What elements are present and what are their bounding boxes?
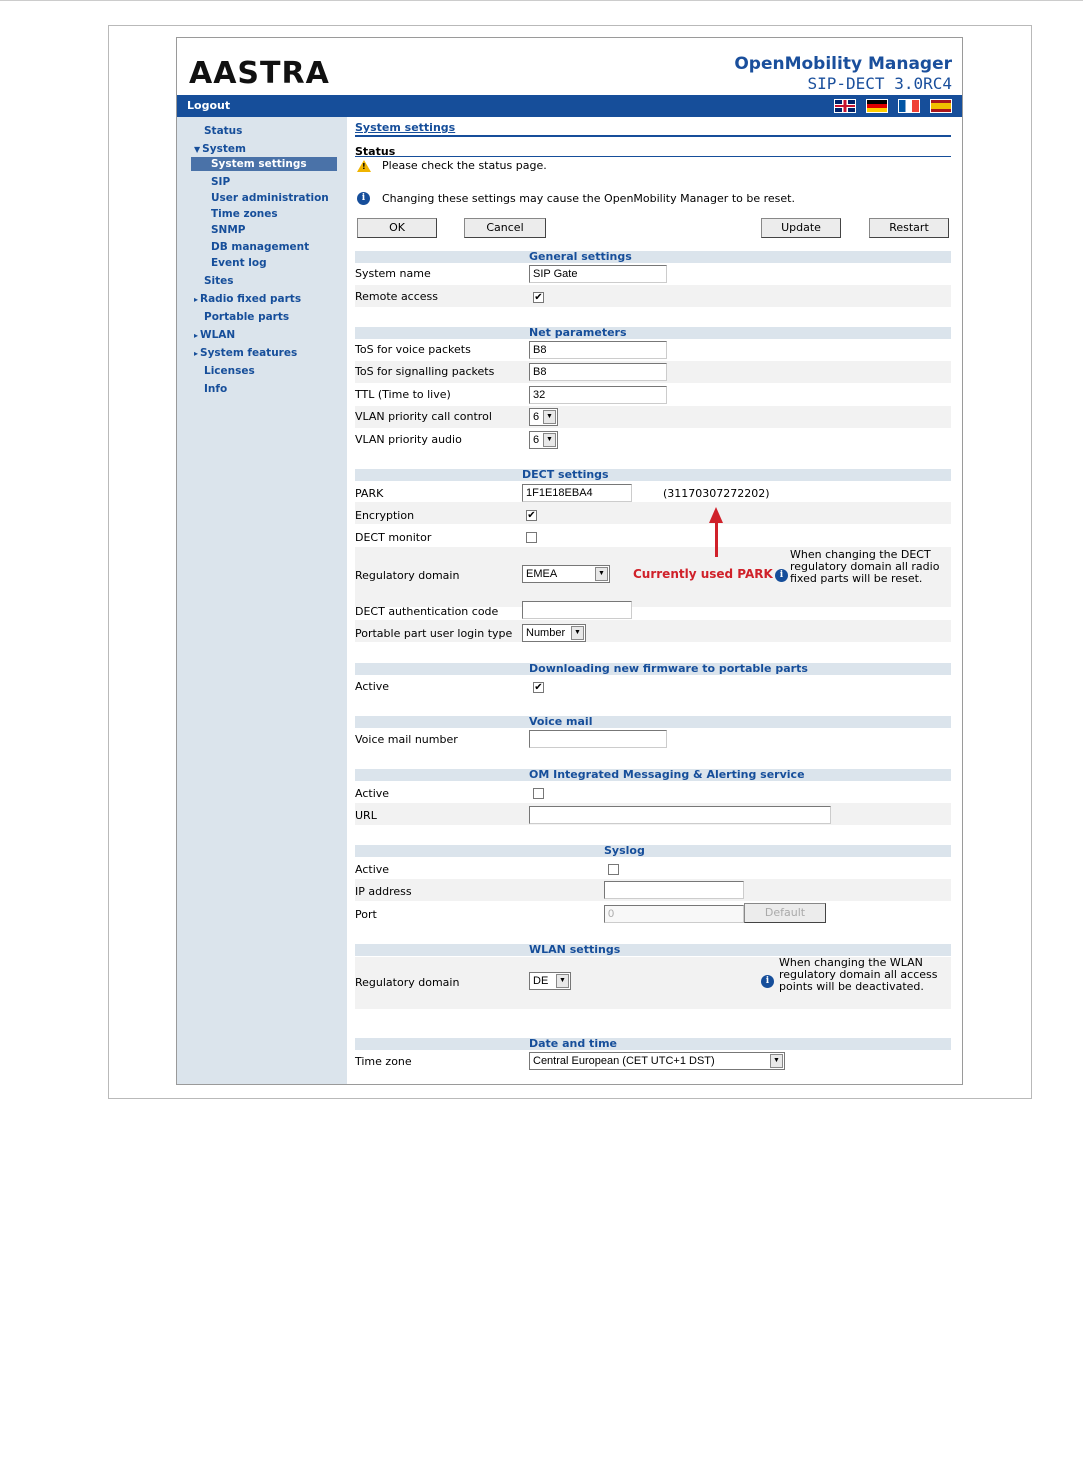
section-syslog — [355, 845, 951, 857]
firmware-active-checkbox[interactable]: ✔ — [534, 682, 543, 693]
sidebar-item-system[interactable] — [194, 143, 246, 155]
section-messaging-alerting — [355, 769, 951, 781]
chevron-down-icon: ▼ — [571, 626, 584, 640]
section-title: Voice mail — [529, 715, 593, 728]
section-title: Syslog — [604, 844, 645, 857]
syslog-port-label: Port — [355, 908, 377, 921]
chevron-down-icon: ▼ — [543, 433, 556, 447]
wlan-regulatory-select[interactable] — [529, 972, 571, 990]
sidebar-item-event-log[interactable]: Event log — [211, 257, 267, 269]
tos-signalling-label: ToS for signalling packets — [355, 365, 495, 378]
ttl-label: TTL (Time to live) — [355, 388, 451, 401]
sidebar-item-system-settings[interactable]: System settings — [191, 157, 337, 171]
park-label: PARK — [355, 487, 384, 500]
section-title: Downloading new firmware to portable parts — [529, 662, 808, 675]
sidebar-item-licenses[interactable]: Licenses — [204, 365, 255, 377]
wlan-regulatory-label: Regulatory domain — [355, 976, 460, 989]
section-general-settings — [355, 251, 951, 263]
sidebar-item-snmp[interactable]: SNMP — [211, 224, 246, 236]
sidebar-item-db-management[interactable]: DB management — [211, 241, 310, 253]
sidebar-item-portable-parts[interactable]: Portable parts — [204, 311, 290, 323]
system-name-field[interactable]: SIP Gate — [529, 265, 667, 283]
aastra-logo: AASTRA — [189, 56, 330, 91]
select-value: Number — [526, 627, 566, 639]
triangle-down-icon: ▼ — [194, 145, 201, 154]
select-value: 6 — [533, 411, 540, 423]
syslog-active-checkbox[interactable] — [608, 864, 619, 875]
dect-monitor-checkbox[interactable] — [526, 532, 537, 543]
triangle-right-icon: ▸ — [194, 349, 199, 358]
sidebar-item-status[interactable]: Status — [204, 125, 243, 137]
chevron-down-icon: ▼ — [595, 567, 608, 581]
title-rule — [355, 135, 951, 137]
park-decimal: (31170307272202) — [663, 487, 770, 500]
dect-auth-code-field[interactable] — [522, 601, 632, 619]
voice-mail-number-field[interactable] — [529, 730, 667, 748]
tos-voice-field[interactable]: B8 — [529, 341, 667, 359]
update-button[interactable]: Update — [761, 218, 841, 238]
sidebar-item-time-zones[interactable]: Time zones — [211, 208, 278, 220]
info-icon: i — [357, 192, 370, 205]
chevron-down-icon: ▼ — [770, 1054, 783, 1068]
voice-mail-number-label: Voice mail number — [355, 733, 458, 746]
select-value: 6 — [533, 434, 540, 446]
page-top-rule — [0, 0, 1083, 1]
time-zone-select[interactable] — [529, 1052, 785, 1070]
wlan-regulatory-note: When changing the WLAN regulatory domain all access points will be deactivated. — [779, 956, 938, 993]
app-version: SIP-DECT 3.0RC4 — [807, 74, 952, 93]
syslog-active-label: Active — [355, 863, 390, 876]
syslog-default-button[interactable]: Default — [744, 903, 826, 923]
triangle-right-icon: ▸ — [194, 331, 199, 340]
row-background — [355, 285, 951, 307]
vlan-audio-select[interactable] — [529, 431, 558, 449]
dect-regulatory-note: When changing the DECT regulatory domain all radio fixed parts will be reset. — [790, 548, 940, 585]
spain-flag-icon[interactable] — [930, 99, 952, 113]
status-warning: Please check the status page. — [382, 159, 547, 172]
sidebar-item-label: System — [202, 143, 246, 155]
france-flag-icon[interactable] — [898, 99, 920, 113]
section-title: OM Integrated Messaging & Alerting service — [529, 768, 805, 781]
uk-flag-icon[interactable] — [834, 99, 856, 113]
language-selector — [834, 99, 952, 113]
info-icon: i — [775, 569, 788, 582]
sidebar-item-sites[interactable]: Sites — [204, 275, 234, 287]
select-value: Central European (CET UTC+1 DST) — [533, 1055, 715, 1067]
chevron-down-icon: ▼ — [556, 974, 569, 988]
select-value: EMEA — [526, 568, 558, 580]
sidebar-item-sip[interactable]: SIP — [211, 176, 231, 188]
messaging-active-label: Active — [355, 787, 390, 800]
login-type-label: Portable part user login type — [355, 627, 513, 640]
sidebar-item-radio-fixed-parts[interactable] — [194, 293, 301, 305]
section-voice-mail — [355, 716, 951, 728]
app-title: OpenMobility Manager — [734, 54, 952, 74]
remote-access-label: Remote access — [355, 290, 439, 303]
messaging-active-checkbox[interactable] — [533, 788, 544, 799]
vlan-audio-label: VLAN priority audio — [355, 433, 462, 446]
sidebar-item-wlan[interactable] — [194, 329, 235, 341]
section-date-and-time — [355, 1038, 951, 1050]
syslog-ip-label: IP address — [355, 885, 412, 898]
vlan-call-select[interactable] — [529, 408, 558, 426]
page-title: System settings — [355, 121, 456, 134]
regulatory-domain-label: Regulatory domain — [355, 569, 460, 582]
remote-access-checkbox[interactable]: ✔ — [534, 292, 543, 303]
info-icon: i — [761, 975, 774, 988]
arrow-stem — [715, 521, 718, 557]
section-title: Net parameters — [529, 326, 627, 339]
login-type-select[interactable] — [522, 624, 586, 642]
germany-flag-icon[interactable] — [866, 99, 888, 113]
vlan-call-label: VLAN priority call control — [355, 410, 492, 423]
tos-voice-label: ToS for voice packets — [355, 343, 471, 356]
chevron-down-icon: ▼ — [543, 410, 556, 424]
triangle-right-icon: ▸ — [194, 295, 199, 304]
park-field[interactable]: 1F1E18EBA4 — [522, 484, 632, 502]
restart-button[interactable]: Restart — [869, 218, 949, 238]
top-nav-bar — [177, 95, 962, 117]
logout-link[interactable]: Logout — [187, 99, 231, 112]
firmware-active-label: Active — [355, 680, 390, 693]
section-wlan-settings — [355, 944, 951, 956]
syslog-port-field[interactable]: 0 — [604, 905, 744, 923]
status-rule — [355, 156, 951, 157]
regulatory-domain-select[interactable] — [522, 565, 610, 583]
warning-mark: ! — [362, 162, 366, 171]
park-annotation: Currently used PARK — [633, 567, 773, 581]
section-title: WLAN settings — [529, 943, 621, 956]
sidebar-item-system-features[interactable] — [194, 347, 297, 359]
section-dect-settings — [355, 469, 951, 481]
app-window — [176, 37, 963, 1085]
section-title: General settings — [529, 250, 632, 263]
dect-auth-code-label: DECT authentication code — [355, 605, 499, 618]
sidebar-item-user-administration[interactable]: User administration — [211, 192, 329, 204]
select-value: DE — [533, 975, 549, 987]
time-zone-label: Time zone — [355, 1055, 412, 1068]
section-title: Date and time — [529, 1037, 618, 1050]
sidebar-item-label: Radio fixed parts — [200, 293, 302, 305]
sidebar-item-label: WLAN — [200, 329, 236, 341]
url-field[interactable] — [529, 806, 831, 824]
sidebar-item-info[interactable]: Info — [204, 383, 228, 395]
info-message: Changing these settings may cause the OpenMobility Manager to be reset. — [382, 192, 795, 205]
ttl-field[interactable]: 32 — [529, 386, 667, 404]
status-heading: Status — [355, 145, 396, 158]
url-label: URL — [355, 809, 377, 822]
row-background — [355, 502, 951, 524]
ok-button[interactable]: OK — [357, 218, 437, 238]
syslog-ip-field[interactable] — [604, 881, 744, 899]
encryption-label: Encryption — [355, 509, 415, 522]
section-title: DECT settings — [522, 468, 609, 481]
system-name-label: System name — [355, 267, 431, 280]
sidebar-item-label: System features — [200, 347, 298, 359]
sidebar — [177, 117, 347, 1084]
section-net-parameters — [355, 327, 951, 339]
tos-signalling-field[interactable]: B8 — [529, 363, 667, 381]
cancel-button[interactable]: Cancel — [464, 218, 546, 238]
encryption-checkbox[interactable]: ✔ — [527, 510, 536, 521]
section-firmware-download — [355, 663, 951, 675]
dect-monitor-label: DECT monitor — [355, 531, 432, 544]
